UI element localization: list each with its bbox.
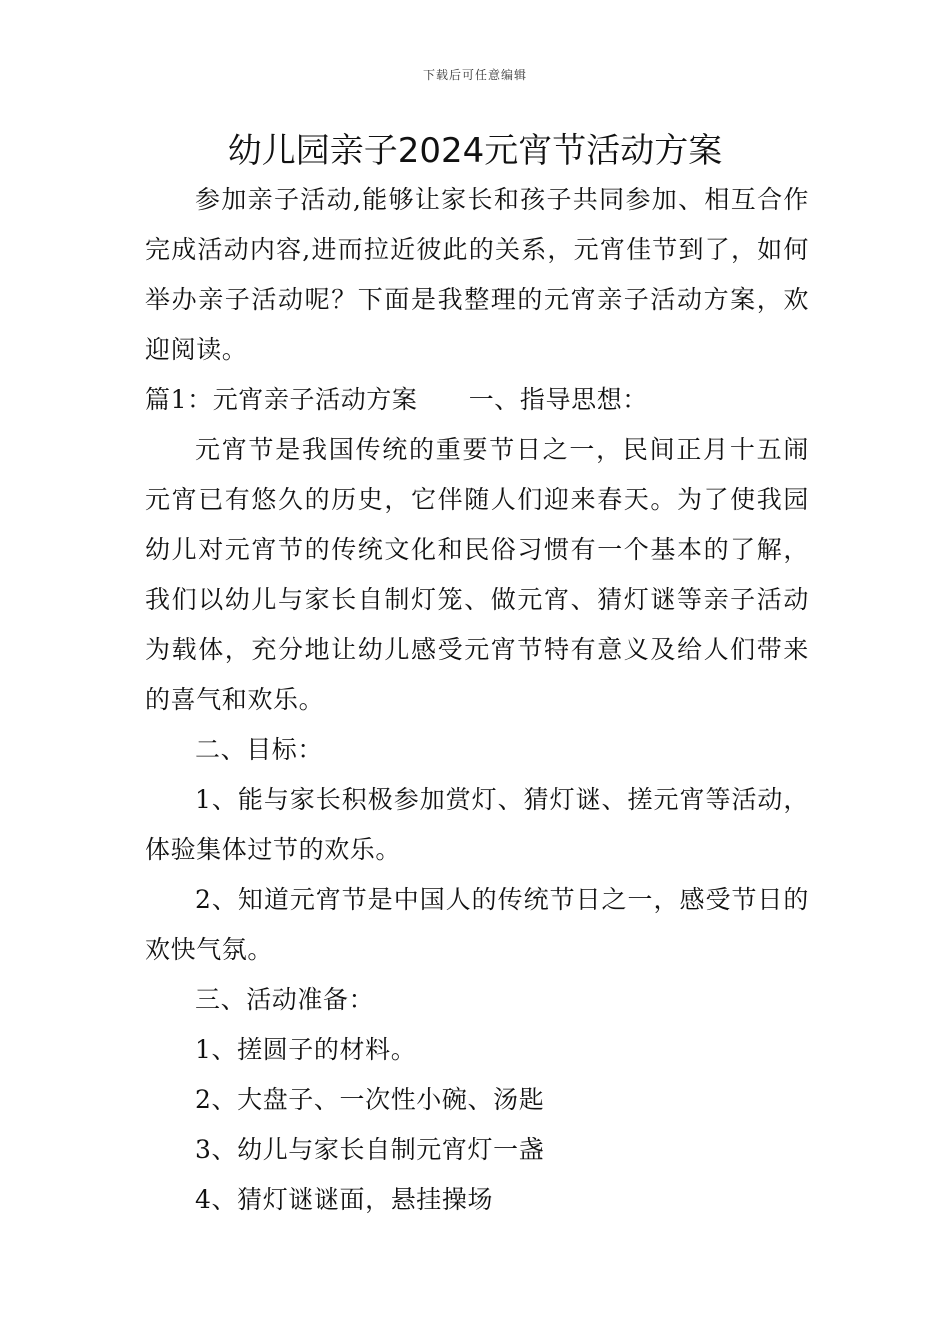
section-heading-guiding-idea: 篇1：元宵亲子活动方案 一、指导思想： xyxy=(145,385,648,414)
document-title: 幼儿园亲子2024元宵节活动方案 xyxy=(227,131,723,171)
section-heading-preparation: 三、活动准备： xyxy=(195,985,375,1014)
document-body xyxy=(145,175,809,1225)
goal-item-2: 2、知道元宵节是中国人的传统节日之一，感受节日的欢快气氛。 xyxy=(145,885,809,964)
intro-paragraph: 参加亲子活动,能够让家长和孩子共同参加、相互合作完成活动内容,进而拉近彼此的关系，元宵佳节到了，如何举办亲子活动呢？下面是我整理的元宵亲子活动方案，欢迎阅读。 xyxy=(145,185,809,364)
preparation-item-1: 1、搓圆子的材料。 xyxy=(195,1035,417,1064)
guiding-idea-paragraph: 元宵节是我国传统的重要节日之一，民间正月十五闹元宵已有悠久的历史，它伴随人们迎来春天。为了使我园幼儿对元宵节的传统文化和民俗习惯有一个基本的了解，我们以幼儿与家长自制灯笼、做元宵、猜灯谜等亲子活动为载体，充分地让幼儿感受元宵节特有意义及给人们带来的喜气和欢乐。 xyxy=(145,435,809,714)
header-note: 下载后可任意编辑 xyxy=(422,68,527,82)
preparation-item-3: 3、幼儿与家长自制元宵灯一盏 xyxy=(195,1135,545,1164)
goal-item-1: 1、能与家长积极参加赏灯、猜灯谜、搓元宵等活动，体验集体过节的欢乐。 xyxy=(145,785,809,864)
preparation-item-2: 2、大盘子、一次性小碗、汤匙 xyxy=(195,1085,545,1114)
section-heading-goals: 二、目标： xyxy=(195,735,324,764)
preparation-item-4: 4、猜灯谜谜面，悬挂操场 xyxy=(195,1185,494,1214)
